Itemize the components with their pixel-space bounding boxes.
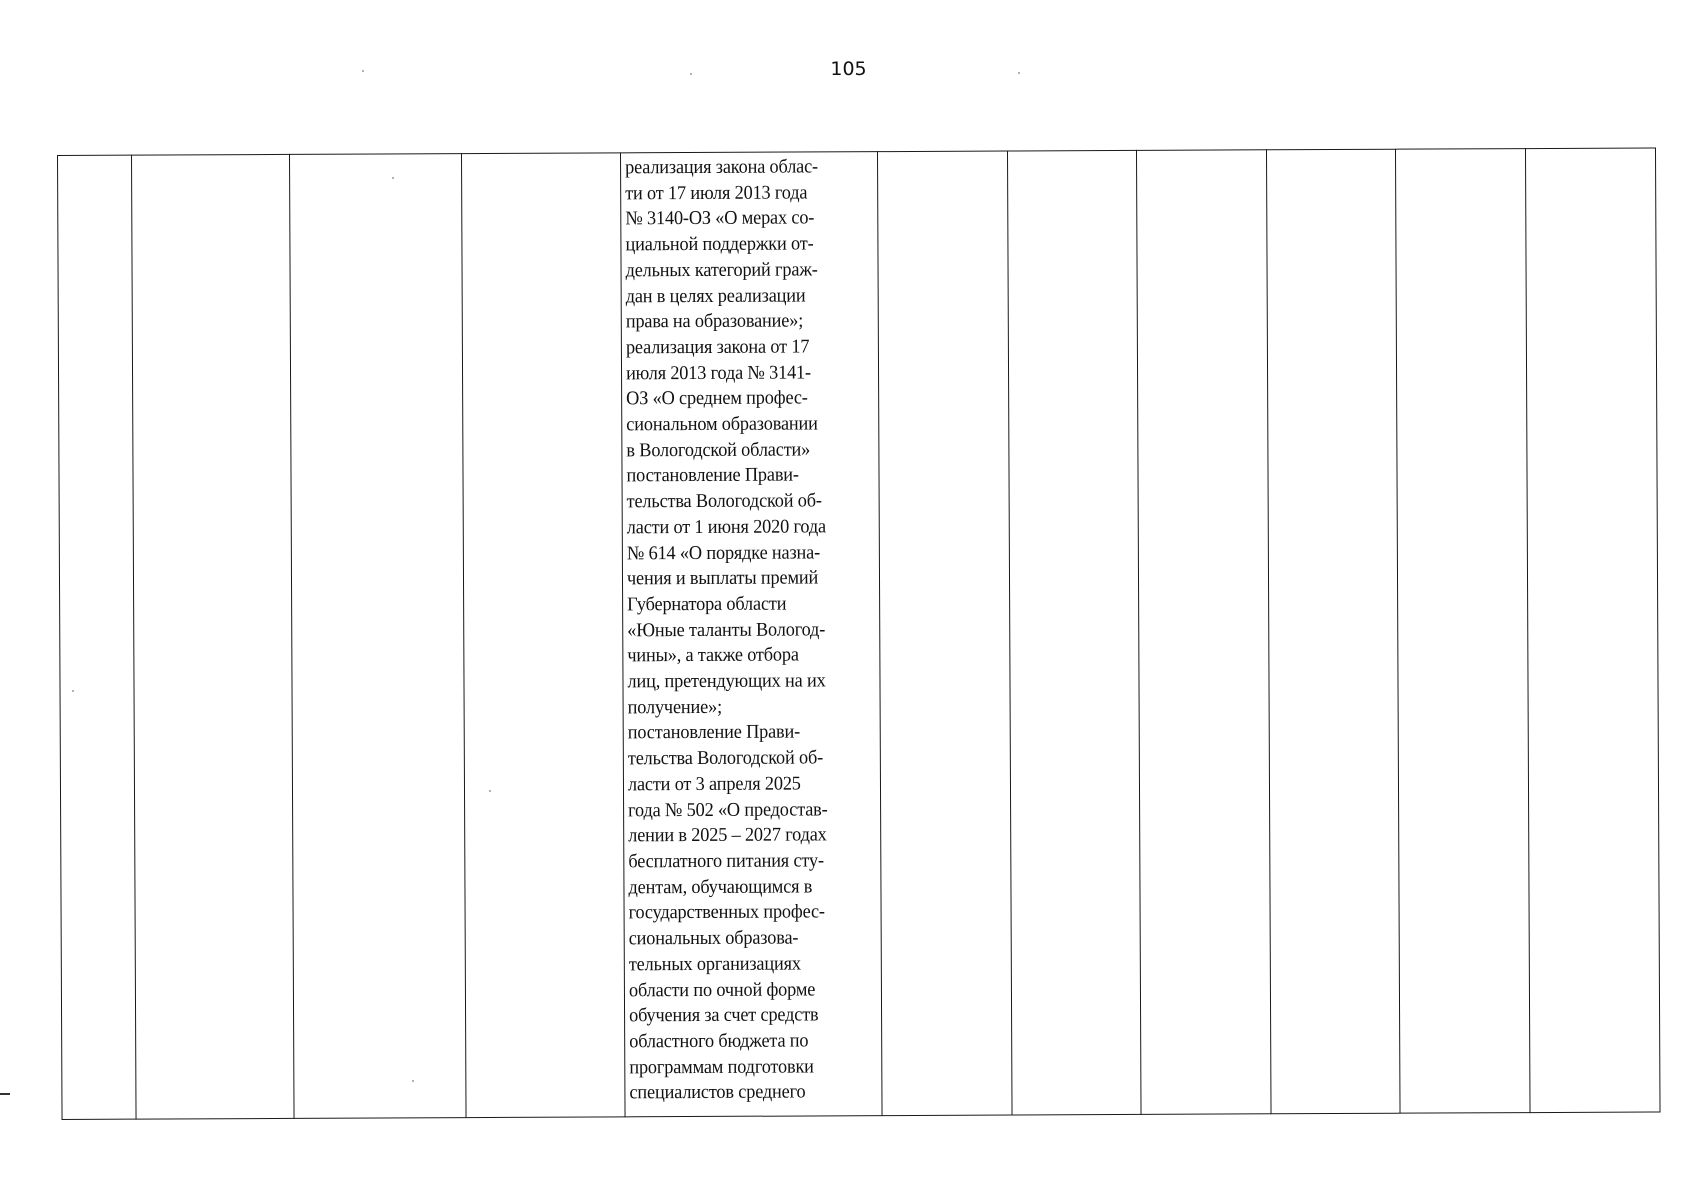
table-cell-col-6 [877,151,1012,1116]
table-cell-col-7 [1007,150,1141,1115]
scan-speck [412,1080,414,1082]
scan-speck [1018,72,1020,74]
page-number: 105 [830,58,867,80]
table-cell-legal-basis [620,152,882,1117]
table-row [58,148,1661,1120]
scan-speck [489,790,491,792]
document-table [57,147,1661,1120]
table-cell-col-2 [132,154,295,1119]
scan-speck [392,177,394,179]
scan-margin-mark [0,1093,10,1095]
table-cell-col-11 [1525,148,1660,1113]
scan-speck [362,70,364,72]
table-cell-col-9 [1266,149,1400,1114]
legal-basis-text: реализация закона облас- ти от 17 июля 2013 года № 3140-ОЗ «О мерах со- циальной поддержки от- дельных категорий граж- дан в целях реализации права на образование»; реализация закона от 17 июля 2013 года № 3141- ОЗ «О среднем профес- сиональном образовании в Вологодской области» постановление Прави- тельства Вологодской об- ласти от 1 июня 2020 года № 614 «О порядке назна- чения и выплаты премий Губернатора области «Юные таланты Вологод- чины», а также отбора лиц, претендующих на их получение»; постановление Прави- тельства Вологодской об- ласти от 3 апреля 2025 года № 502 «О предостав- лении в 2025 – 2027 годах бесплатного питания сту- дентам, обучающимся в государственных профес- сиональных образова- тельных организациях области по очной форме обучения за счет средств областного бюджета по программам подготовки специалистов среднего [625,156,828,1104]
table-cell-col-8 [1136,150,1271,1115]
table-cell-col-1 [58,155,137,1119]
table-cell-col-3 [289,154,466,1119]
scan-speck [72,690,74,692]
table-cell-col-10 [1395,149,1530,1114]
scan-speck [690,73,692,75]
table-cell-col-4 [461,153,625,1118]
